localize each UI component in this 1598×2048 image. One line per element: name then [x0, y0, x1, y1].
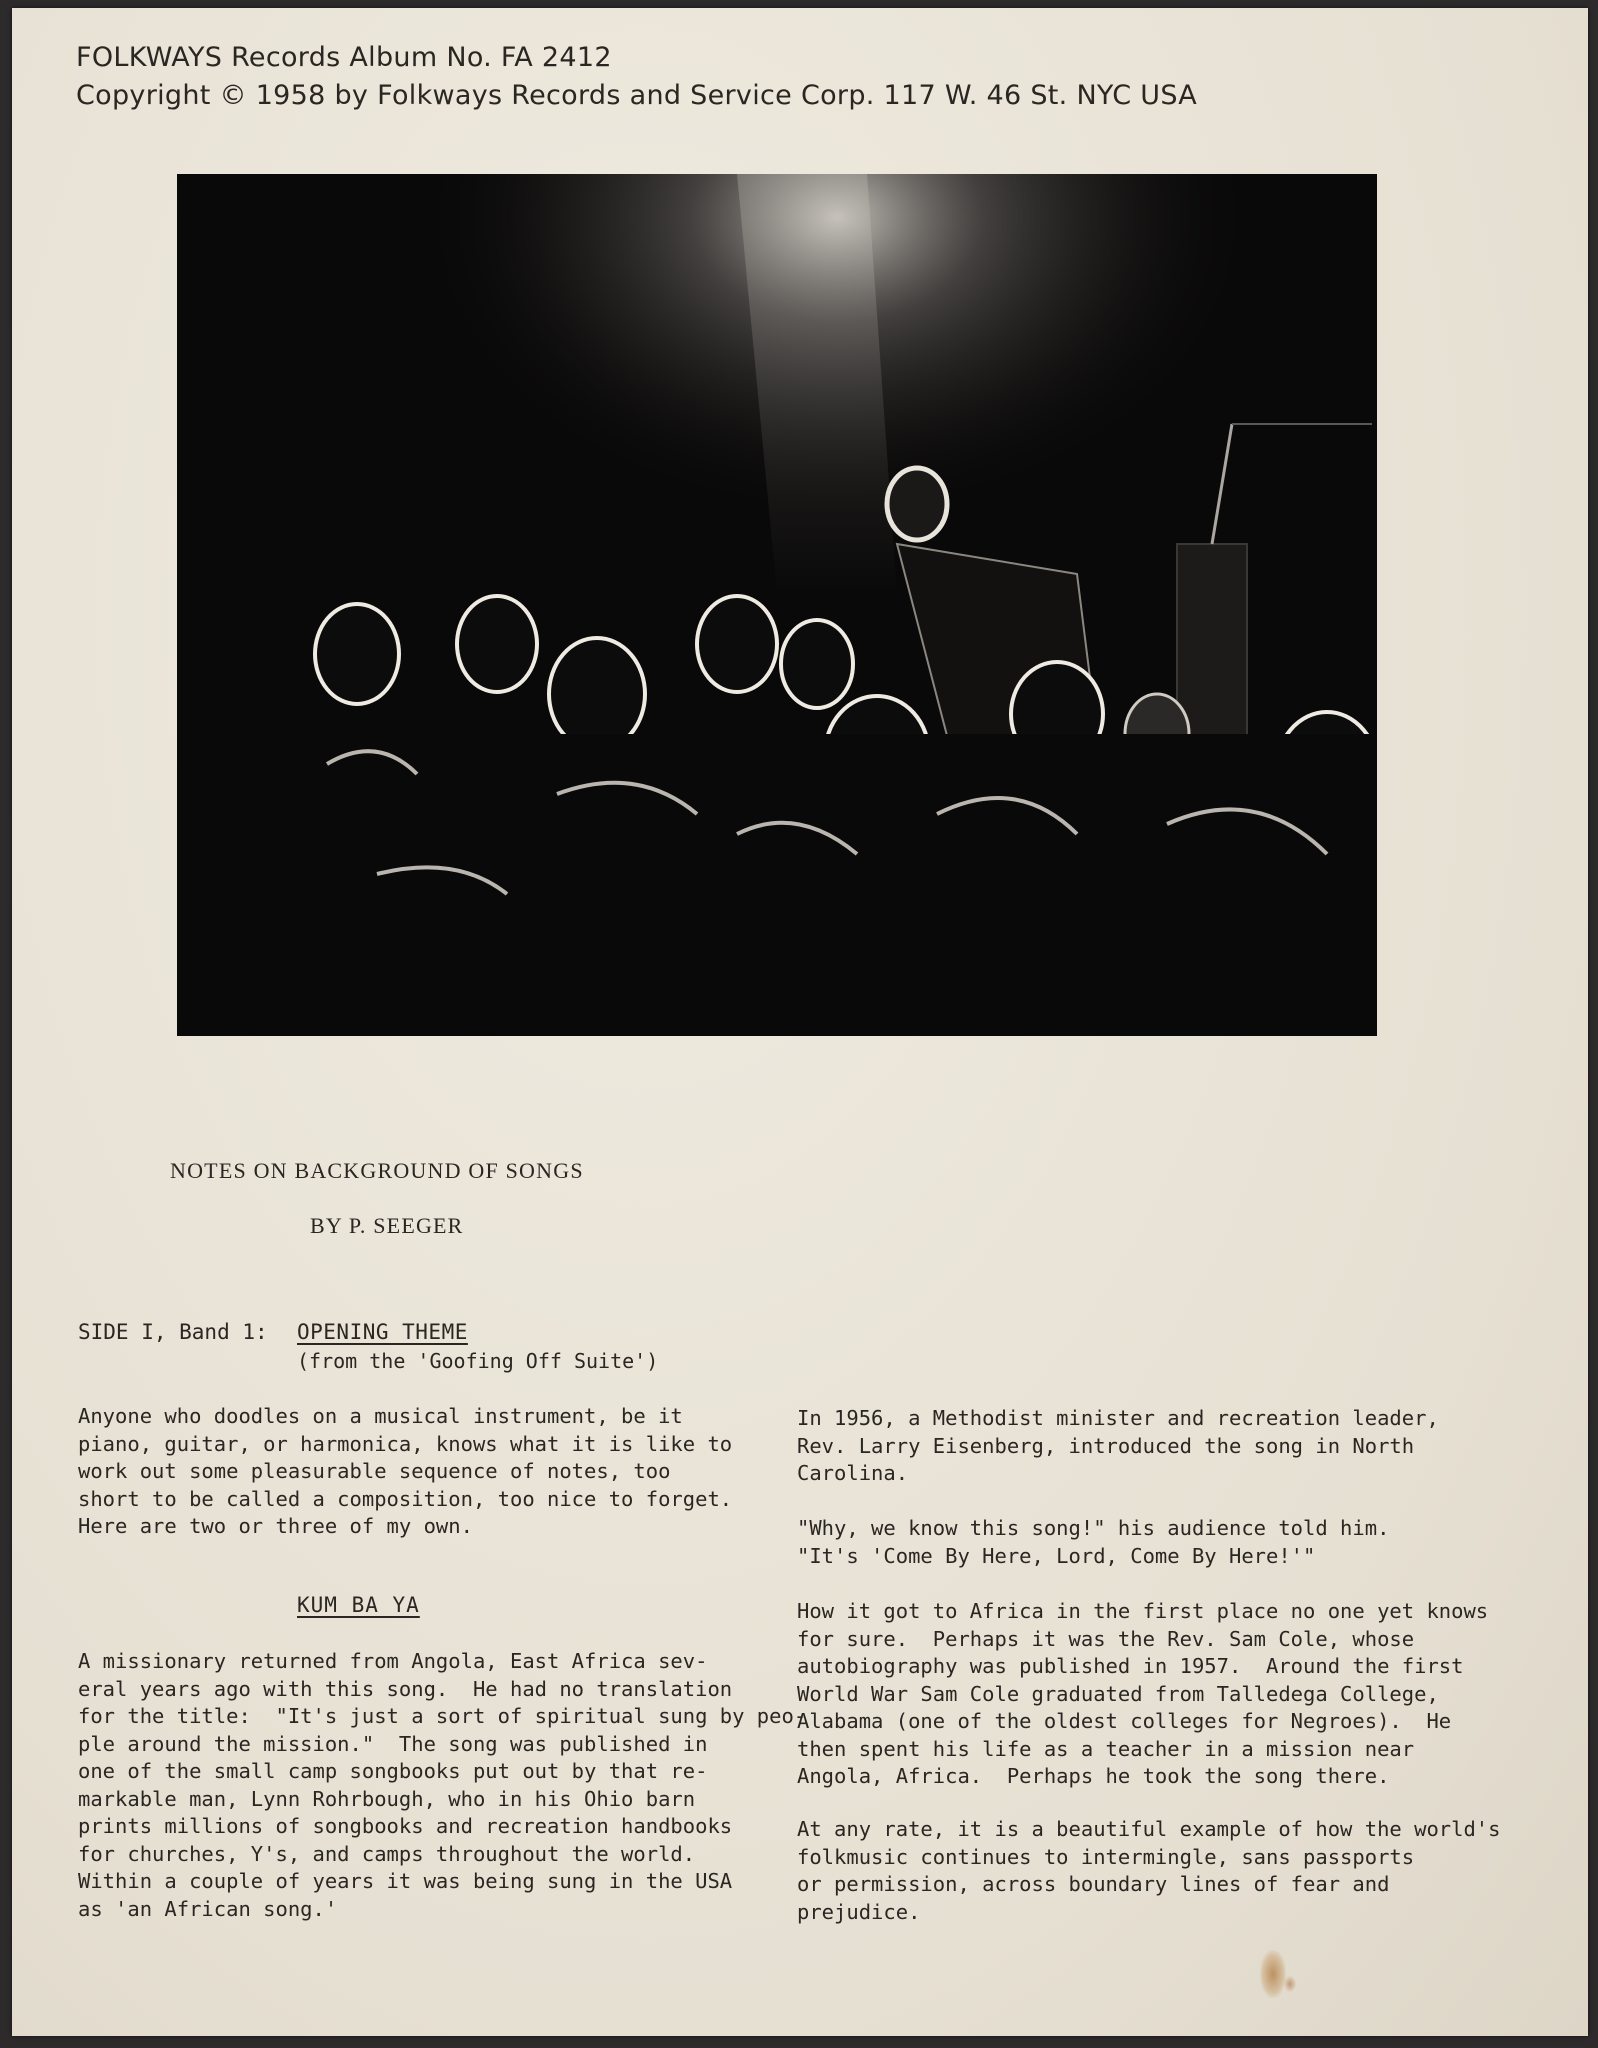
document-page: [12, 8, 1588, 2036]
kum-ba-ya-paragraph: A missionary returned from Angola, East Africa sev- eral years ago with this song. He had no translation for the title: "It's just a sort of spiritual sung by peo- ple around the mission." The song was published in one of the small camp songbooks put out by that re- markable man, Lynn Rohrbough, who in his Ohio barn prints millions of songbooks and recreation handbooks for churches, Y's, and camps throughout the world. Within a couple of years it was being sung in the USA as 'an African song.': [78, 1649, 807, 1921]
right-paragraph-2: "Why, we know this song!" his audience told him. "It's 'Come By Here, Lord, Come By Here!'": [797, 1516, 1390, 1568]
concert-photo: [177, 174, 1377, 1036]
opening-theme-paragraph: Anyone who doodles on a musical instrument, be it piano, guitar, or harmonica, knows what it is like to work out some pleasurable sequence of notes, too short to be called a composition, too nice to forget. Here are two or three of my own.: [78, 1404, 733, 1538]
notes-byline: BY P. SEEGER: [310, 1213, 464, 1238]
opening-theme-subtitle: (from the 'Goofing Off Suite'): [297, 1349, 659, 1373]
side-band-label: SIDE I, Band 1:: [78, 1320, 268, 1344]
right-paragraph-3: How it got to Africa in the first place no one yet knows for sure. Perhaps it was the Rev. Sam Cole, whose autobiography was published in 1957. Around the first World War Sam Cole graduated from Talledega College, Alabama (one of the oldest colleges for Negroes). He then spent his life as a teacher in a mission near Angola, Africa. Perhaps he took the song there.: [797, 1599, 1489, 1788]
album-header: FOLKWAYS Records Album No. FA 2412: [76, 42, 612, 73]
right-paragraph-1: In 1956, a Methodist minister and recreation leader, Rev. Larry Eisenberg, introduced the song in North Carolina.: [797, 1406, 1439, 1485]
paper-stain: [1260, 1950, 1286, 1998]
copyright-line: Copyright © 1958 by Folkways Records and Service Corp. 117 W. 46 St. NYC USA: [76, 80, 1198, 111]
notes-heading: NOTES ON BACKGROUND OF SONGS: [170, 1158, 584, 1183]
right-paragraph-4: At any rate, it is a beautiful example of how the world's folkmusic continues to intermingle, sans passports or permission, across boundary lines of fear and prejudice.: [797, 1817, 1501, 1924]
kum-ba-ya-title: KUM BA YA: [297, 1593, 420, 1617]
paper-stain-small: [1284, 1976, 1296, 1992]
opening-theme-title: OPENING THEME: [297, 1320, 468, 1344]
